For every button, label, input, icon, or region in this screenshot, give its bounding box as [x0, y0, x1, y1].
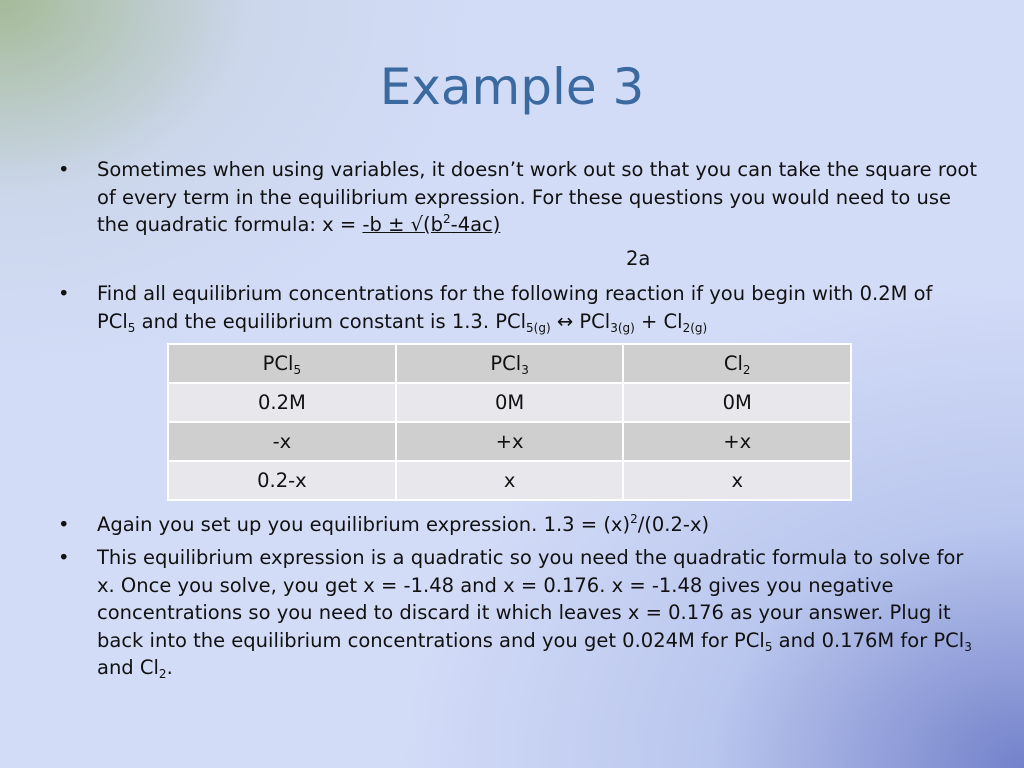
ice-table — [167, 343, 852, 501]
bullet-4-text — [97, 544, 977, 682]
table-cell: 0.2M — [168, 383, 396, 422]
table-cell: x — [396, 461, 624, 500]
table-cell: -x — [168, 422, 396, 461]
table-header-cell: PCl$_5$ — [168, 344, 396, 383]
bullet-4-subscript: 5 — [764, 639, 773, 654]
table-cell: +x — [396, 422, 624, 461]
quadratic-denominator: 2a — [626, 247, 651, 270]
bullet-3-text — [97, 511, 977, 539]
quadratic-numerator — [362, 213, 500, 236]
bullet-4-part: and 0.176M for PCl — [772, 628, 965, 652]
bullet-2-part: + Cl — [634, 309, 683, 333]
bullet-1-text — [97, 156, 977, 239]
table-row — [168, 422, 851, 461]
table-header-row — [168, 344, 851, 383]
numerator-part-b: -4ac) — [450, 213, 501, 236]
bullet-2-subscript: 2(g) — [682, 320, 708, 335]
bullet-4-part: This equilibrium expression is a quadratic so you need the quadratic formula to solve for x. Once you solve, you get x = -1.48 and x = 0.176. x = -1.48 gives you negative concentrations so you need to discard it which leaves x = 0.176 as your answer. Plug it back into the equilibrium concentrations and you get 0.024M for PCl — [97, 546, 964, 652]
table-row — [168, 383, 851, 422]
bullet-4-subscript: 2 — [158, 667, 167, 681]
slide-title: Example 3 — [379, 58, 645, 116]
table-header-cell: $Cl_2$ — [623, 344, 851, 383]
bullet-4-part: . — [166, 656, 173, 679]
bullet-2-subscript: 5(g) — [526, 320, 551, 335]
numerator-part-a: -b ± √(b — [362, 213, 444, 236]
bullet-marker: • — [58, 282, 70, 305]
table-header-cell: PCl$_3$ — [396, 344, 624, 383]
bullet-marker: • — [58, 158, 70, 181]
bullet-2-part: and the equilibrium constant is 1.3. PCl — [135, 309, 527, 333]
bullet-3-exponent: 2 — [630, 512, 638, 526]
table-cell: 0.2-x — [168, 461, 396, 500]
bullet-2-part: Find all equilibrium concentrations for the following reaction if you begin with 0.2M of PCl — [97, 282, 933, 333]
bullet-marker: • — [58, 513, 70, 536]
table-cell: 0M — [623, 383, 851, 422]
bullet-4-subscript: 3 — [964, 639, 972, 654]
table-row — [168, 461, 851, 500]
bullet-2-subscript: 5 — [127, 320, 136, 335]
bullet-3-part: /(0.2-x) — [637, 513, 710, 536]
bullet-1-body: Sometimes when using variables, it doesn’t work out so that you can take the square root of every term in the equilibrium expression. For these questions you would need to use the quadratic formula: x = — [97, 158, 977, 236]
bullet-2-part: ↔ PCl — [550, 309, 611, 333]
table-cell: +x — [623, 422, 851, 461]
numerator-exponent: 2 — [443, 212, 451, 226]
table-cell: 0M — [396, 383, 624, 422]
bullet-2-subscript: 3(g) — [610, 320, 635, 335]
bullet-4-part: and Cl — [97, 656, 159, 679]
bullet-2-text — [97, 280, 977, 335]
table-cell: x — [623, 461, 851, 500]
bullet-3-part: Again you set up you equilibrium expression. 1.3 = (x) — [97, 513, 631, 536]
bullet-marker: • — [58, 546, 70, 569]
